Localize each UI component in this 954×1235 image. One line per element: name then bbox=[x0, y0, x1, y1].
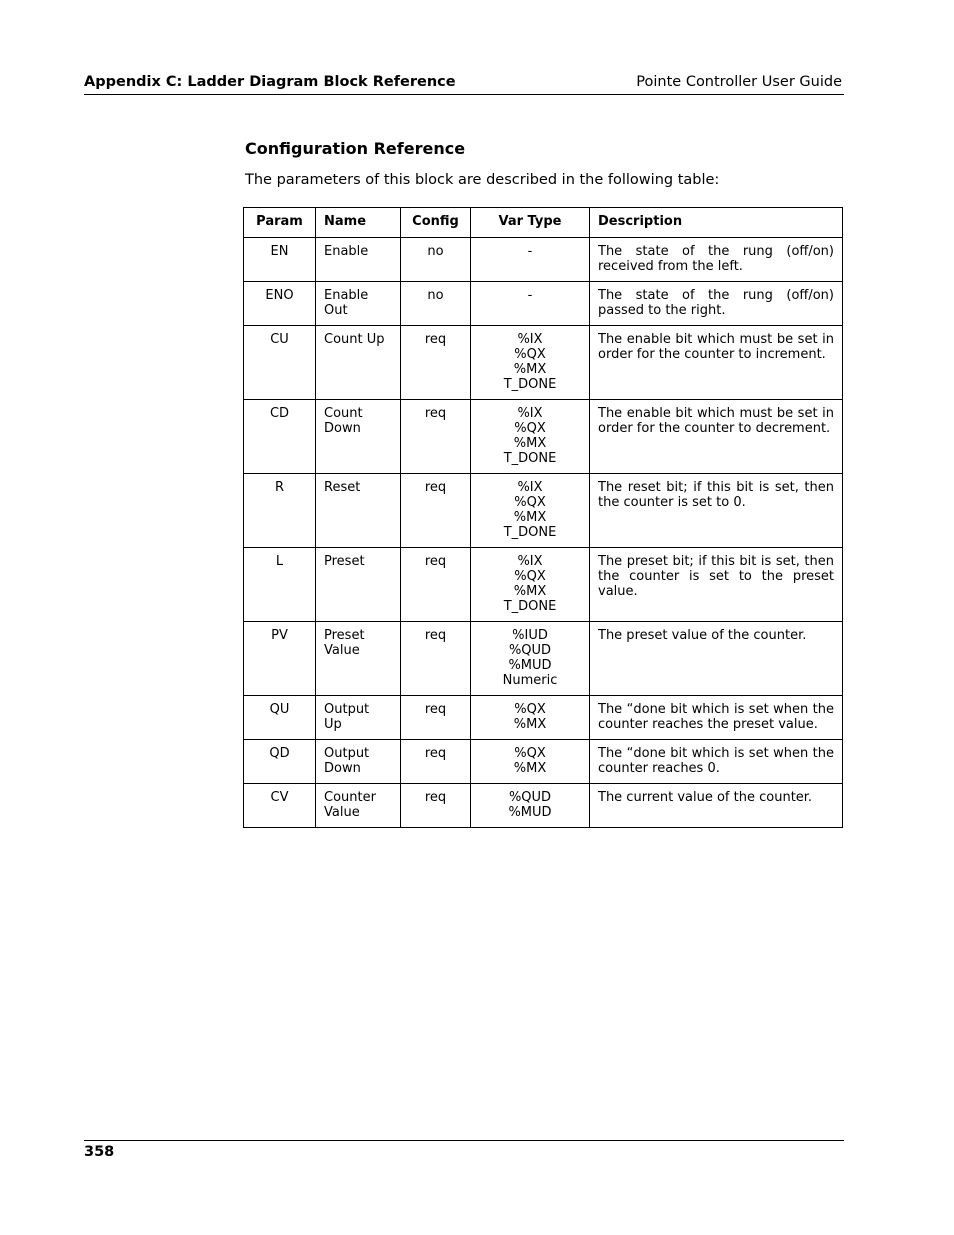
name-cell: Output Down bbox=[316, 740, 401, 784]
name-cell: Counter Value bbox=[316, 784, 401, 828]
description-cell: The enable bit which must be set in order for the counter to decrement. bbox=[590, 400, 843, 474]
param-cell: R bbox=[244, 474, 316, 548]
var-type-cell: %QX %MX bbox=[471, 696, 590, 740]
param-cell: PV bbox=[244, 622, 316, 696]
table-row bbox=[244, 474, 843, 548]
var-type-cell: - bbox=[471, 238, 590, 282]
column-header-config: Config bbox=[401, 208, 471, 238]
name-cell: Preset Value bbox=[316, 622, 401, 696]
var-type-cell: %IUD %QUD %MUD Numeric bbox=[471, 622, 590, 696]
column-header-var-type: Var Type bbox=[471, 208, 590, 238]
var-type-cell: %IX %QX %MX T_DONE bbox=[471, 326, 590, 400]
name-cell: Count Up bbox=[316, 326, 401, 400]
intro-paragraph: The parameters of this block are described in the following table: bbox=[245, 172, 720, 188]
table-header-row bbox=[244, 208, 843, 238]
table-row bbox=[244, 282, 843, 326]
description-cell: The state of the rung (off/on) received from the left. bbox=[590, 238, 843, 282]
name-cell: Output Up bbox=[316, 696, 401, 740]
var-type-cell: %IX %QX %MX T_DONE bbox=[471, 474, 590, 548]
document-title: Pointe Controller User Guide bbox=[636, 74, 842, 90]
config-cell: no bbox=[401, 238, 471, 282]
config-cell: req bbox=[401, 548, 471, 622]
param-cell: QU bbox=[244, 696, 316, 740]
description-cell: The “done bit which is set when the counter reaches the preset value. bbox=[590, 696, 843, 740]
table-row bbox=[244, 622, 843, 696]
name-cell: Enable bbox=[316, 238, 401, 282]
name-cell: Preset bbox=[316, 548, 401, 622]
name-cell: Reset bbox=[316, 474, 401, 548]
var-type-cell: %QX %MX bbox=[471, 740, 590, 784]
description-cell: The preset value of the counter. bbox=[590, 622, 843, 696]
page-footer bbox=[84, 1140, 844, 1160]
description-cell: The reset bit; if this bit is set, then the counter is set to 0. bbox=[590, 474, 843, 548]
page-number: 358 bbox=[84, 1144, 115, 1160]
description-cell: The enable bit which must be set in order for the counter to increment. bbox=[590, 326, 843, 400]
column-header-name: Name bbox=[316, 208, 401, 238]
param-cell: CU bbox=[244, 326, 316, 400]
description-cell: The current value of the counter. bbox=[590, 784, 843, 828]
table-row bbox=[244, 548, 843, 622]
config-cell: req bbox=[401, 784, 471, 828]
config-cell: req bbox=[401, 622, 471, 696]
config-cell: req bbox=[401, 400, 471, 474]
config-cell: req bbox=[401, 740, 471, 784]
table-row bbox=[244, 784, 843, 828]
column-header-description: Description bbox=[590, 208, 843, 238]
chapter-title: Appendix C: Ladder Diagram Block Reference bbox=[84, 74, 456, 90]
param-cell: ENO bbox=[244, 282, 316, 326]
var-type-cell: %IX %QX %MX T_DONE bbox=[471, 548, 590, 622]
description-cell: The preset bit; if this bit is set, then the counter is set to the preset value. bbox=[590, 548, 843, 622]
param-cell: CD bbox=[244, 400, 316, 474]
var-type-cell: - bbox=[471, 282, 590, 326]
param-cell: L bbox=[244, 548, 316, 622]
section-title: Configuration Reference bbox=[245, 139, 466, 158]
var-type-cell: %IX %QX %MX T_DONE bbox=[471, 400, 590, 474]
config-cell: req bbox=[401, 326, 471, 400]
config-cell: req bbox=[401, 696, 471, 740]
table-row bbox=[244, 238, 843, 282]
table-row bbox=[244, 400, 843, 474]
config-cell: no bbox=[401, 282, 471, 326]
config-cell: req bbox=[401, 474, 471, 548]
var-type-cell: %QUD %MUD bbox=[471, 784, 590, 828]
param-cell: QD bbox=[244, 740, 316, 784]
param-cell: CV bbox=[244, 784, 316, 828]
table-row bbox=[244, 696, 843, 740]
parameters-table bbox=[243, 207, 843, 828]
description-cell: The state of the rung (off/on) passed to the right. bbox=[590, 282, 843, 326]
table-row bbox=[244, 326, 843, 400]
param-cell: EN bbox=[244, 238, 316, 282]
description-cell: The “done bit which is set when the counter reaches 0. bbox=[590, 740, 843, 784]
name-cell: Count Down bbox=[316, 400, 401, 474]
name-cell: Enable Out bbox=[316, 282, 401, 326]
table-row bbox=[244, 740, 843, 784]
column-header-param: Param bbox=[244, 208, 316, 238]
page-header bbox=[84, 72, 844, 95]
